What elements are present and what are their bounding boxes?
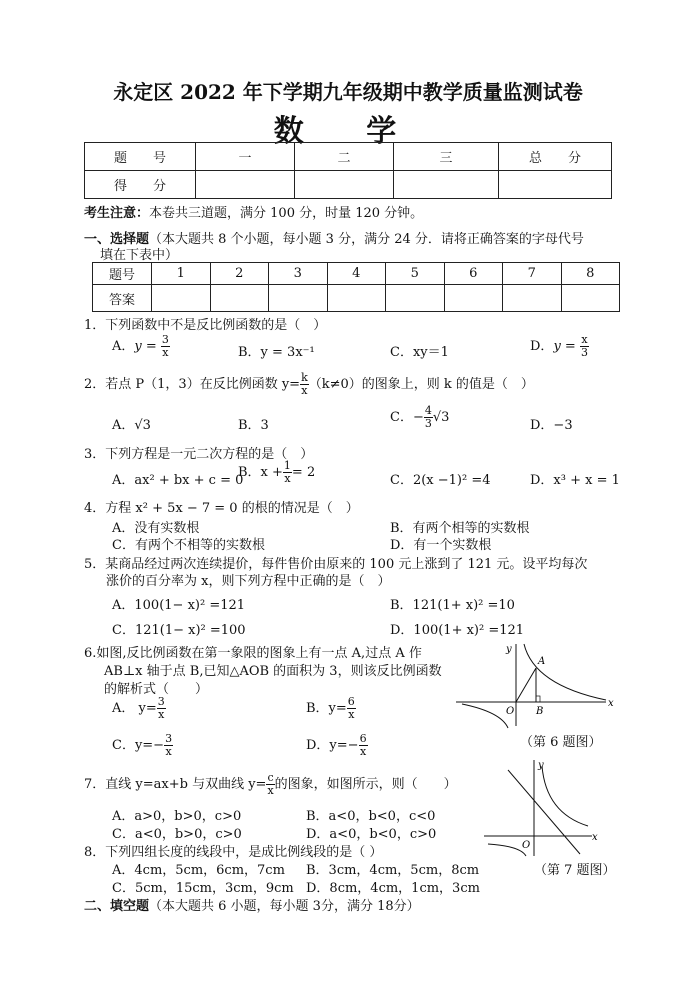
q6-stem-line2: AB⊥x 轴于点 B,已知△AOB 的面积为 3，则该反比例函数 bbox=[104, 664, 442, 679]
answer-header-num: 4 bbox=[327, 263, 386, 285]
q4-stem: 4．方程 x² + 5x − 7 = 0 的根的情况是（ ） bbox=[84, 501, 359, 516]
score-header-total: 总 分 bbox=[499, 143, 612, 171]
score-header-section3: 三 bbox=[394, 143, 499, 171]
q5-option-a: A．100(1− x)² =121 bbox=[112, 598, 246, 613]
q6-stem-line1: 6.如图,反比例函数在第一象限的图象上有一点 A,过点 A 作 bbox=[84, 646, 422, 661]
score-row-label: 得 分 bbox=[85, 171, 196, 199]
score-table bbox=[84, 142, 612, 199]
score-header-section1: 一 bbox=[196, 143, 295, 171]
q8-option-d: D．8cm，4cm，1cm，3cm bbox=[306, 881, 480, 896]
q6-option-d: D．y=− $\frac{6}{x}$ bbox=[306, 732, 367, 758]
answer-header-num: 6 bbox=[444, 263, 503, 285]
answer-header-num: 8 bbox=[561, 263, 620, 285]
q8-option-b: B．3cm，4cm，5cm，8cm bbox=[306, 863, 480, 878]
notice-text: 本卷共三道题，满分 100 分，时量 120 分钟。 bbox=[149, 206, 424, 221]
fig6-x-label: x bbox=[608, 698, 614, 709]
q6-option-c: C．y=− $\frac{3}{x}$ bbox=[112, 732, 173, 758]
answer-cell[interactable] bbox=[269, 285, 328, 312]
answer-header-num: 5 bbox=[386, 263, 445, 285]
q5-option-b: B．121(1+ x)² =10 bbox=[390, 598, 515, 613]
notice-label: 考生注意： bbox=[84, 206, 150, 221]
q2-option-d: D．−3 bbox=[530, 418, 573, 433]
answer-header-label: 题号 bbox=[93, 263, 152, 285]
q2-option-b: B．3 bbox=[238, 418, 269, 433]
section1-desc: （本大题共 8 个小题，每小题 3 分，满分 24 分．请将正确答案的字母代号 bbox=[149, 232, 584, 247]
q8-stem: 8．下列四组长度的线段中，是成比例线段的是（ ） bbox=[84, 845, 383, 860]
q7-option-d: D．a<0，b<0，c>0 bbox=[306, 827, 437, 842]
answer-header-num: 3 bbox=[269, 263, 328, 285]
q4-option-d: D．有一个实数根 bbox=[390, 538, 492, 553]
answer-cell[interactable] bbox=[210, 285, 269, 312]
answer-cell[interactable] bbox=[444, 285, 503, 312]
answer-header-num: 1 bbox=[152, 263, 211, 285]
fig7-origin-label: O bbox=[522, 840, 531, 851]
q5-option-d: D．100(1+ x)² =121 bbox=[390, 623, 525, 638]
q8-option-a: A．4cm，5cm，6cm，7cm bbox=[112, 863, 285, 878]
q1-option-a: A．y = $\frac{3}{x}$ bbox=[112, 333, 169, 359]
fig6-origin-label: O bbox=[506, 706, 515, 717]
section2-desc: （本大题共 6 小题，每小题 3分，满分 18分） bbox=[149, 899, 420, 914]
q5-stem-line2: 涨价的百分率为 x，则下列方程中正确的是（ ） bbox=[106, 574, 391, 589]
section2-heading bbox=[84, 895, 420, 914]
answer-cell[interactable] bbox=[561, 285, 620, 312]
q6-option-a: A． y= $\frac{3}{x}$ bbox=[112, 695, 165, 721]
score-cell[interactable] bbox=[295, 171, 394, 199]
exam-title: 永定区 2022 年下学期九年级期中教学质量监测试卷 bbox=[113, 80, 583, 104]
q4-option-c: C．有两个不相等的实数根 bbox=[112, 538, 265, 553]
q3-option-d: D．x³ + x = 1 bbox=[530, 473, 620, 488]
score-cell[interactable] bbox=[499, 171, 612, 199]
answer-row-label: 答案 bbox=[93, 285, 152, 312]
q3-option-c: C．2(x −1)² =4 bbox=[390, 473, 491, 488]
q2-option-c: C．− $\frac{4}{3}$ √3 bbox=[390, 404, 450, 430]
q4-option-a: A．没有实数根 bbox=[112, 521, 200, 536]
score-header-label: 题 号 bbox=[85, 143, 196, 171]
fig7-x-label: x bbox=[592, 832, 598, 843]
q7-option-b: B．a<0，b<0，c<0 bbox=[306, 809, 436, 824]
answer-cell[interactable] bbox=[327, 285, 386, 312]
q1-stem: 1．下列函数中不是反比例函数的是（ ） bbox=[84, 318, 327, 333]
q6-figure bbox=[456, 640, 616, 730]
fig7-y-label: y bbox=[538, 760, 544, 771]
answer-cell[interactable] bbox=[386, 285, 445, 312]
answer-header-num: 2 bbox=[210, 263, 269, 285]
q6-option-b: B．y= $\frac{6}{x}$ bbox=[306, 695, 355, 721]
score-cell[interactable] bbox=[394, 171, 499, 199]
score-cell[interactable] bbox=[196, 171, 295, 199]
answer-table bbox=[92, 262, 620, 312]
section2-title: 二、填空题 bbox=[84, 899, 150, 914]
q3-option-a: A．ax² + bx + c = 0 bbox=[112, 473, 244, 488]
answer-header-num: 7 bbox=[503, 263, 562, 285]
score-header-section2: 二 bbox=[295, 143, 394, 171]
q3-option-b: B．x + $\frac{1}{x}$ = 2 bbox=[238, 459, 316, 485]
section1-title: 一、选择题 bbox=[84, 232, 150, 247]
q7-figure bbox=[484, 758, 604, 858]
q1-option-c: C．xy＝1 bbox=[390, 345, 449, 360]
q2-option-a: A．√3 bbox=[112, 418, 151, 433]
subject-title: 数 学 bbox=[273, 114, 423, 149]
q5-stem-line1: 5．某商品经过两次连续提价，每件售价由原来的 100 元上涨到了 121 元。设平均每次 bbox=[84, 557, 588, 572]
q6-stem-line3: 的解析式（ ） bbox=[104, 682, 209, 697]
q8-option-c: C．5cm，15cm，3cm，9cm bbox=[112, 881, 294, 896]
answer-cell[interactable] bbox=[152, 285, 211, 312]
q4-option-b: B．有两个相等的实数根 bbox=[390, 521, 530, 536]
q7-figure-caption: （第 7 题图） bbox=[534, 863, 616, 878]
fig6-point-a: A bbox=[538, 656, 546, 667]
q7-option-a: A．a>0，b>0，c>0 bbox=[112, 809, 242, 824]
q6-figure-caption: （第 6 题图） bbox=[520, 735, 602, 750]
q7-stem: 7．直线 y=ax+b 与双曲线 y= $\frac{c}{x}$ 的图象，如图所示，则（ ） bbox=[84, 771, 457, 797]
q3-stem: 3．下列方程是一元二次方程的是（ ） bbox=[84, 447, 314, 462]
fig6-point-b: B bbox=[536, 706, 544, 717]
q1-option-d: D．y = $\frac{x}{3}$ bbox=[530, 333, 588, 359]
section1-desc-line2: 填在下表中） bbox=[100, 248, 179, 263]
q5-option-c: C．121(1− x)² =100 bbox=[112, 623, 246, 638]
fig6-y-label: y bbox=[506, 644, 512, 655]
q2-stem: 2．若点 P（1，3）在反比例函数 y= $\frac{k}{x}$ （k≠0）的图象上，则 k 的值是（ ） bbox=[84, 371, 534, 397]
q1-option-b: B．y = 3x⁻¹ bbox=[238, 345, 315, 360]
answer-cell[interactable] bbox=[503, 285, 562, 312]
exam-notice bbox=[84, 202, 423, 221]
q7-option-c: C．a<0，b>0，c>0 bbox=[112, 827, 242, 842]
